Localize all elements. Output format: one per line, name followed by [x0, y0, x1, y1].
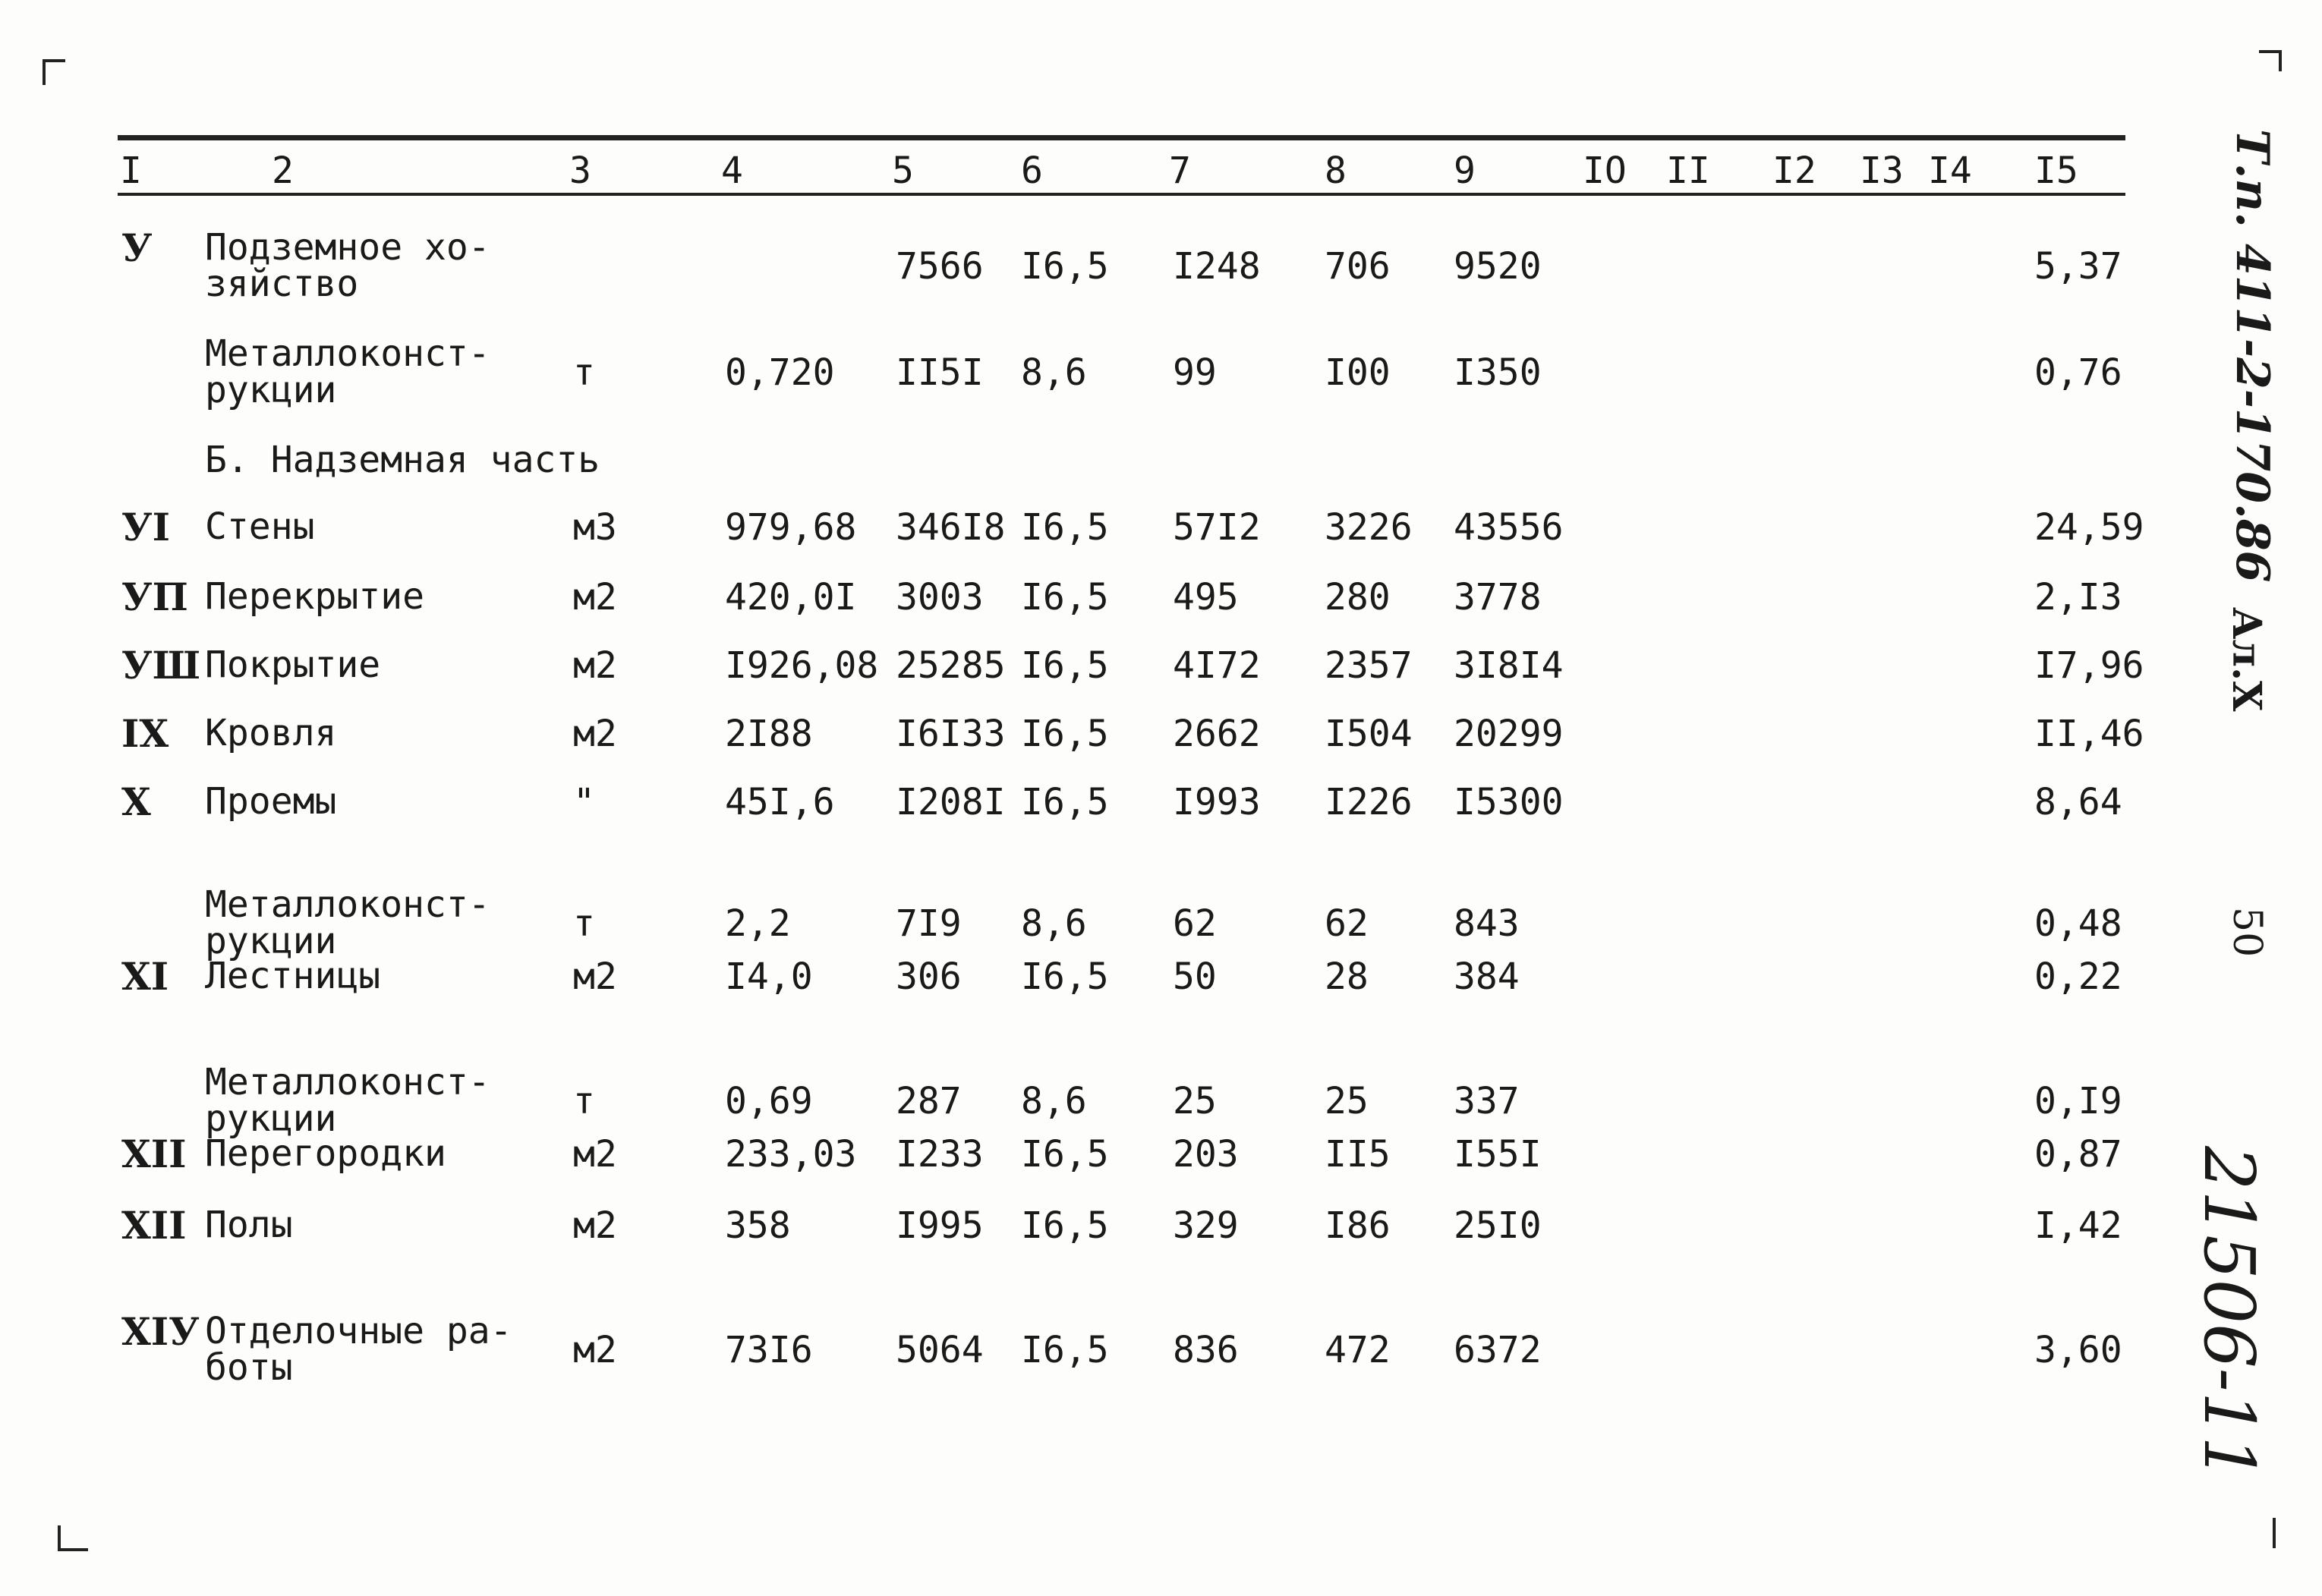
value-cell: 203 [1173, 1133, 1239, 1176]
corner-mark-top-right [2259, 50, 2282, 71]
album-sheet-label: Ал.X [2223, 607, 2270, 712]
item-name: Проемы [205, 780, 337, 823]
value-cell: I6,5 [1021, 644, 1109, 687]
value-cell: 337 [1454, 1080, 1520, 1122]
value-cell: 99 [1173, 351, 1217, 394]
unit-cell: м2 [573, 1204, 617, 1247]
value-cell: I6I33 [896, 713, 1006, 755]
unit-cell: т [573, 351, 595, 394]
value-cell: I6,5 [1021, 245, 1109, 288]
value-cell: 0,720 [725, 351, 835, 394]
row-number: У [121, 225, 153, 270]
item-name: Кровля [205, 712, 337, 754]
row-number: XII [121, 1132, 187, 1176]
value-cell: 57I2 [1173, 506, 1261, 549]
item-name: боты [205, 1346, 293, 1389]
handwritten-inventory-number: 21506-11 [2188, 1146, 2270, 1481]
header-cell: 6 [1021, 150, 1043, 192]
header-cell: 2 [272, 150, 294, 192]
value-cell: I6,5 [1021, 506, 1109, 549]
value-cell: 9520 [1454, 245, 1542, 288]
value-cell: I6,5 [1021, 713, 1109, 755]
value-cell: 7566 [896, 245, 984, 288]
value-cell: 25 [1325, 1080, 1369, 1122]
row-number: XIУ [121, 1309, 200, 1354]
value-cell: 6372 [1454, 1329, 1542, 1371]
value-cell: II5 [1325, 1133, 1391, 1176]
value-cell: 495 [1173, 576, 1239, 619]
document-code: Т.п. 411-2-170.86 [2226, 129, 2279, 583]
table-top-rule [118, 135, 2125, 140]
value-cell: 420,0I [725, 576, 857, 619]
value-cell: 25285 [896, 644, 1006, 687]
value-cell: 346I8 [896, 506, 1006, 549]
header-cell: 4 [721, 150, 743, 192]
page-number: 50 [2224, 907, 2270, 958]
item-name: Перегородки [205, 1132, 446, 1175]
value-cell: II5I [896, 351, 984, 394]
value-cell: I926,08 [725, 644, 879, 687]
value-cell: 5064 [896, 1329, 984, 1371]
unit-cell: т [573, 902, 595, 945]
header-cell: I [120, 150, 142, 192]
value-cell: 3I8I4 [1454, 644, 1564, 687]
value-cell: 0,I9 [2034, 1080, 2122, 1122]
value-cell: 2I88 [725, 713, 813, 755]
value-cell: 3,60 [2034, 1329, 2122, 1371]
value-cell: 2,I3 [2034, 576, 2122, 619]
value-cell: 7I9 [896, 902, 962, 945]
value-cell: 0,48 [2034, 902, 2122, 945]
value-cell: I993 [1173, 781, 1261, 823]
row-number: УI [121, 505, 170, 549]
value-cell: 20299 [1454, 713, 1564, 755]
unit-cell: м2 [573, 1329, 617, 1371]
value-cell: 0,22 [2034, 955, 2122, 998]
item-name: Лестницы [205, 955, 381, 997]
item-name: рукции [205, 920, 337, 962]
item-name: Стены [205, 505, 315, 548]
row-number: XII [121, 1203, 187, 1248]
unit-cell: м2 [573, 713, 617, 755]
value-cell: 3003 [896, 576, 984, 619]
header-cell: 3 [569, 150, 591, 192]
value-cell: I6,5 [1021, 781, 1109, 823]
unit-cell: м2 [573, 576, 617, 619]
item-name: Металлоконст- [205, 332, 490, 375]
value-cell: 979,68 [725, 506, 857, 549]
row-number: XI [121, 954, 169, 999]
value-cell: I6,5 [1021, 1204, 1109, 1247]
value-cell: 8,6 [1021, 1080, 1087, 1122]
value-cell: I226 [1325, 781, 1413, 823]
value-cell: I6,5 [1021, 1133, 1109, 1176]
value-cell: 62 [1325, 902, 1369, 945]
value-cell: 0,87 [2034, 1133, 2122, 1176]
value-cell: I4,0 [725, 955, 813, 998]
item-name: рукции [205, 1097, 337, 1140]
value-cell: 62 [1173, 902, 1217, 945]
item-name: Подземное хо- [205, 226, 490, 269]
value-cell: 2662 [1173, 713, 1261, 755]
value-cell: 706 [1325, 245, 1391, 288]
unit-cell: м2 [573, 1133, 617, 1176]
value-cell: 43556 [1454, 506, 1564, 549]
corner-mark-bottom-right [2273, 1518, 2276, 1548]
item-name: Покрытие [205, 644, 381, 686]
value-cell: I504 [1325, 713, 1413, 755]
value-cell: 0,69 [725, 1080, 813, 1122]
header-cell: 7 [1169, 150, 1191, 192]
value-cell: I6,5 [1021, 1329, 1109, 1371]
value-cell: I5300 [1454, 781, 1564, 823]
header-cell: 9 [1454, 150, 1476, 192]
unit-cell: м2 [573, 644, 617, 687]
value-cell: 0,76 [2034, 351, 2122, 394]
value-cell: I7,96 [2034, 644, 2144, 687]
value-cell: I86 [1325, 1204, 1391, 1247]
value-cell: 8,6 [1021, 902, 1087, 945]
value-cell: 3226 [1325, 506, 1413, 549]
unit-cell: м3 [573, 506, 617, 549]
value-cell: 4I72 [1173, 644, 1261, 687]
row-number: УШ [121, 643, 200, 688]
header-cell: IO [1583, 150, 1627, 192]
value-cell: 3778 [1454, 576, 1542, 619]
item-name: Полы [205, 1204, 293, 1246]
value-cell: 358 [725, 1204, 791, 1247]
value-cell: I233 [896, 1133, 984, 1176]
unit-cell: м2 [573, 955, 617, 998]
value-cell: 5,37 [2034, 245, 2122, 288]
row-number: УП [121, 574, 188, 619]
header-cell: 5 [892, 150, 914, 192]
unit-cell: т [573, 1080, 595, 1122]
value-cell: II,46 [2034, 713, 2144, 755]
header-cell: I3 [1860, 150, 1904, 192]
header-cell: II [1666, 150, 1710, 192]
value-cell: 8,64 [2034, 781, 2122, 823]
value-cell: I55I [1454, 1133, 1542, 1176]
row-number: X [121, 779, 151, 824]
value-cell: 28 [1325, 955, 1369, 998]
section-subheading: Б. Надземная часть [205, 439, 600, 481]
value-cell: 233,03 [725, 1133, 857, 1176]
value-cell: I6,5 [1021, 955, 1109, 998]
value-cell: 2,2 [725, 902, 791, 945]
value-cell: I350 [1454, 351, 1542, 394]
value-cell: 25 [1173, 1080, 1217, 1122]
header-cell: 8 [1325, 150, 1347, 192]
item-name: Отделочные ра- [205, 1310, 512, 1352]
value-cell: 843 [1454, 902, 1520, 945]
value-cell: I6,5 [1021, 576, 1109, 619]
value-cell: 25I0 [1454, 1204, 1542, 1247]
value-cell: 45I,6 [725, 781, 835, 823]
header-cell: I5 [2034, 150, 2078, 192]
value-cell: I,42 [2034, 1204, 2122, 1247]
value-cell: 384 [1454, 955, 1520, 998]
value-cell: 306 [896, 955, 962, 998]
header-cell: I2 [1772, 150, 1816, 192]
header-cell: I4 [1928, 150, 1972, 192]
value-cell: 73I6 [725, 1329, 813, 1371]
value-cell: 472 [1325, 1329, 1391, 1371]
item-name: Металлоконст- [205, 883, 490, 926]
item-name: зяйство [205, 263, 359, 305]
item-name: Металлоконст- [205, 1061, 490, 1103]
value-cell: 280 [1325, 576, 1391, 619]
value-cell: I995 [896, 1204, 984, 1247]
table-header-rule [118, 193, 2125, 196]
value-cell: 2357 [1325, 644, 1413, 687]
value-cell: I00 [1325, 351, 1391, 394]
value-cell: I248 [1173, 245, 1261, 288]
item-name: Перекрытие [205, 575, 424, 618]
value-cell: 24,59 [2034, 506, 2144, 549]
value-cell: 287 [896, 1080, 962, 1122]
value-cell: 8,6 [1021, 351, 1087, 394]
row-number: IX [121, 711, 169, 756]
corner-mark-bottom-left [58, 1525, 88, 1551]
corner-mark-top-left [43, 59, 65, 85]
value-cell: 50 [1173, 955, 1217, 998]
value-cell: I208I [896, 781, 1006, 823]
value-cell: 329 [1173, 1204, 1239, 1247]
item-name: рукции [205, 369, 337, 411]
value-cell: 836 [1173, 1329, 1239, 1371]
unit-cell: " [573, 781, 595, 823]
